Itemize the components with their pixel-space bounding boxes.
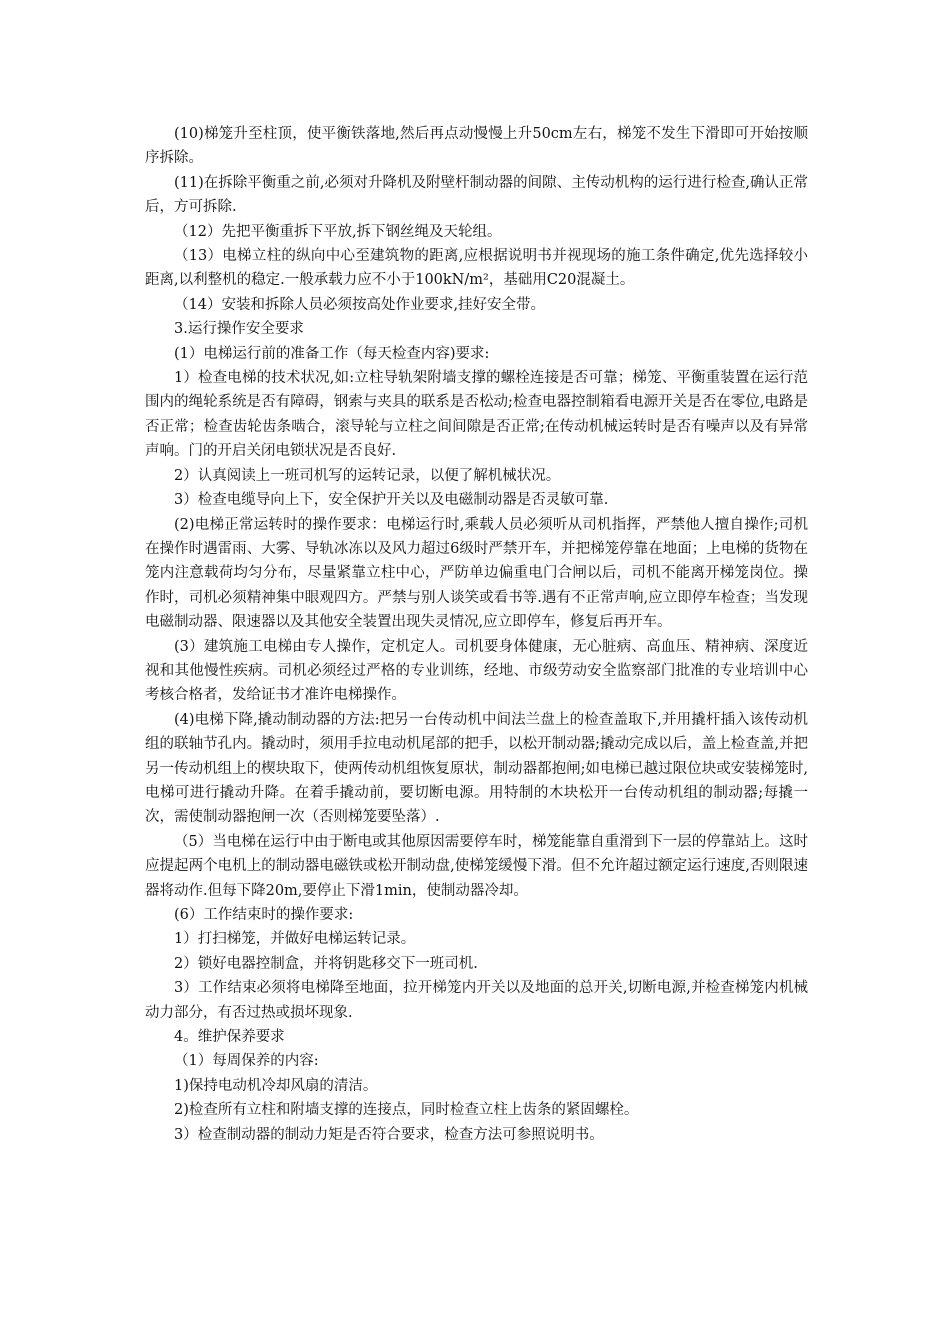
weekly-item-brake-torque: 3）检查制动器的制动力矩是否符合要求，检查方法可参照说明书。 bbox=[174, 1126, 604, 1143]
check-item-read-log: 2）认真阅读上一班司机写的运转记录，以便了解机械状况。 bbox=[174, 467, 561, 484]
end-item-clean-cage: 1）打扫梯笼，并做好电梯运转记录。 bbox=[174, 931, 416, 948]
section-heading-maintenance: 4。维护保养要求 bbox=[174, 1029, 285, 1046]
check-item-technical-status: 1）检查电梯的技术状况,如:立柱导轨架附墙支撑的螺栓连接是否可靠；梯笼、平衡重装置在运行范围内的绳轮系统是否有障碍，钢索与夹具的联系是否松动;检查电器控制箱看电源开关是否在零位,电路是否正常；检查齿轮齿条啮合，滚导轮与立柱之间间隙是否正常;在传动机械运转时是否有噪声以及有异常声响。门的开启关闭电锁状况是否良好. bbox=[145, 370, 808, 460]
paragraph-brake-prying: (4)电梯下降,撬动制动器的方法:把另一台传动机中间法兰盘上的检查盖取下,并用撬杆插入该传动机组的联轴节孔内。撬动时，须用手拉电动机尾部的把手，以松开制动器;撬动完成以后，盖上检查盖,并把另一传动机组上的楔块取下，使两传动机组恢复原状，制动器都抱闸;如电梯已越过限位块或安装梯笼时,电梯可进行撬动升降。在着手撬动前，要切断电源。用特制的木块松开一台传动机组的制动器;每撬一次，需使制动器抱闸一次（否则梯笼要坠落）. bbox=[145, 711, 808, 826]
paragraph-item-14: （14）安装和拆除人员必须按高处作业要求,挂好安全带。 bbox=[174, 296, 546, 313]
paragraph-item-10: (10)梯笼升至柱顶，使平衡铁落地,然后再点动慢慢上升50cm左右，梯笼不发生下滑即可开始按顺序拆除。 bbox=[145, 126, 808, 167]
end-item-lower-cage: 3）工作结束必须将电梯降至地面，拉开梯笼内开关以及地面的总开关,切断电源,并检查梯笼内机械动力部分，有否过热或损坏现象. bbox=[145, 980, 808, 1021]
subsection-heading-preparation: (1）电梯运行前的准备工作（每天检查内容)要求: bbox=[174, 345, 490, 362]
paragraph-item-11: (11)在拆除平衡重之前,必须对升降机及附壁杆制动器的间隙、主传动机构的运行进行检查,确认正常后，方可拆除. bbox=[145, 174, 808, 216]
paragraph-dedicated-operator: (3）建筑施工电梯由专人操作，定机定人。司机要身体健康，无心脏病、高血压、精神病、深度近视和其他慢性疾病。司机必须经过严格的专业训练，经地、市级劳动安全监察部门批准的专业培训中心考核合格者，发给证书才准许电梯操作。 bbox=[145, 638, 808, 704]
paragraph-power-failure: （5）当电梯在运行中由于断电或其他原因需要停车时，梯笼能靠自重滑到下一层的停靠站上。这时应提起两个电机上的制动器电磁铁或松开制动盘,使梯笼缓慢下滑。但不允许超过额定运行速度,否则限速器将动作.但每下降20m,要停止下滑1min，使制动器冷却。 bbox=[145, 833, 808, 899]
end-item-lock-box: 2）锁好电器控制盒，并将钥匙移交下一班司机. bbox=[174, 955, 478, 972]
document-body bbox=[145, 122, 808, 1147]
paragraph-item-12: （12）先把平衡重拆下平放,拆下钢丝绳及天轮组。 bbox=[174, 223, 502, 240]
paragraph-normal-operation: (2)电梯正常运转时的操作要求：电梯运行时,乘载人员必须听从司机指挥，严禁他人擅自操作;司机在操作时遇雷雨、大雾、导轨冰冻以及风力超过6级时严禁开车，并把梯笼停靠在地面；上电梯的货物在笼内注意载荷均匀分布，尽量紧靠立柱中心，严防单边偏重电门合闸以后，司机不能离开梯笼岗位。操作时，司机必须精神集中眼观四方。严禁与别人谈笑或看书等.遇有不正常声响,应立即停车检查；当发现电磁制动器、限速器以及其他安全装置出现失灵情况,应立即停车，修复后再开车。 bbox=[145, 516, 808, 631]
weekly-item-connections: 2)检查所有立柱和附墙支撑的连接点，同时检查立柱上齿条的紧固螺栓。 bbox=[174, 1102, 639, 1119]
weekly-item-fan: 1)保持电动机冷却风扇的清洁。 bbox=[174, 1077, 378, 1094]
check-item-cable-switch: 3）检查电缆导向上下，安全保护开关以及电磁制动器是否灵敏可靠. bbox=[174, 492, 609, 509]
subsection-heading-end-of-work: (6）工作结束时的操作要求: bbox=[174, 907, 354, 923]
subsection-heading-weekly: （1）每周保养的内容: bbox=[174, 1053, 319, 1070]
section-heading-operation-safety: 3.运行操作安全要求 bbox=[174, 321, 304, 338]
paragraph-item-13: （13）电梯立柱的纵向中心至建筑物的距离,应根据说明书并视现场的施工条件确定,优先选择较小距离,以利整机的稳定.一般承载力应不小于100kN/m²，基础用C20混凝土。 bbox=[145, 248, 808, 289]
